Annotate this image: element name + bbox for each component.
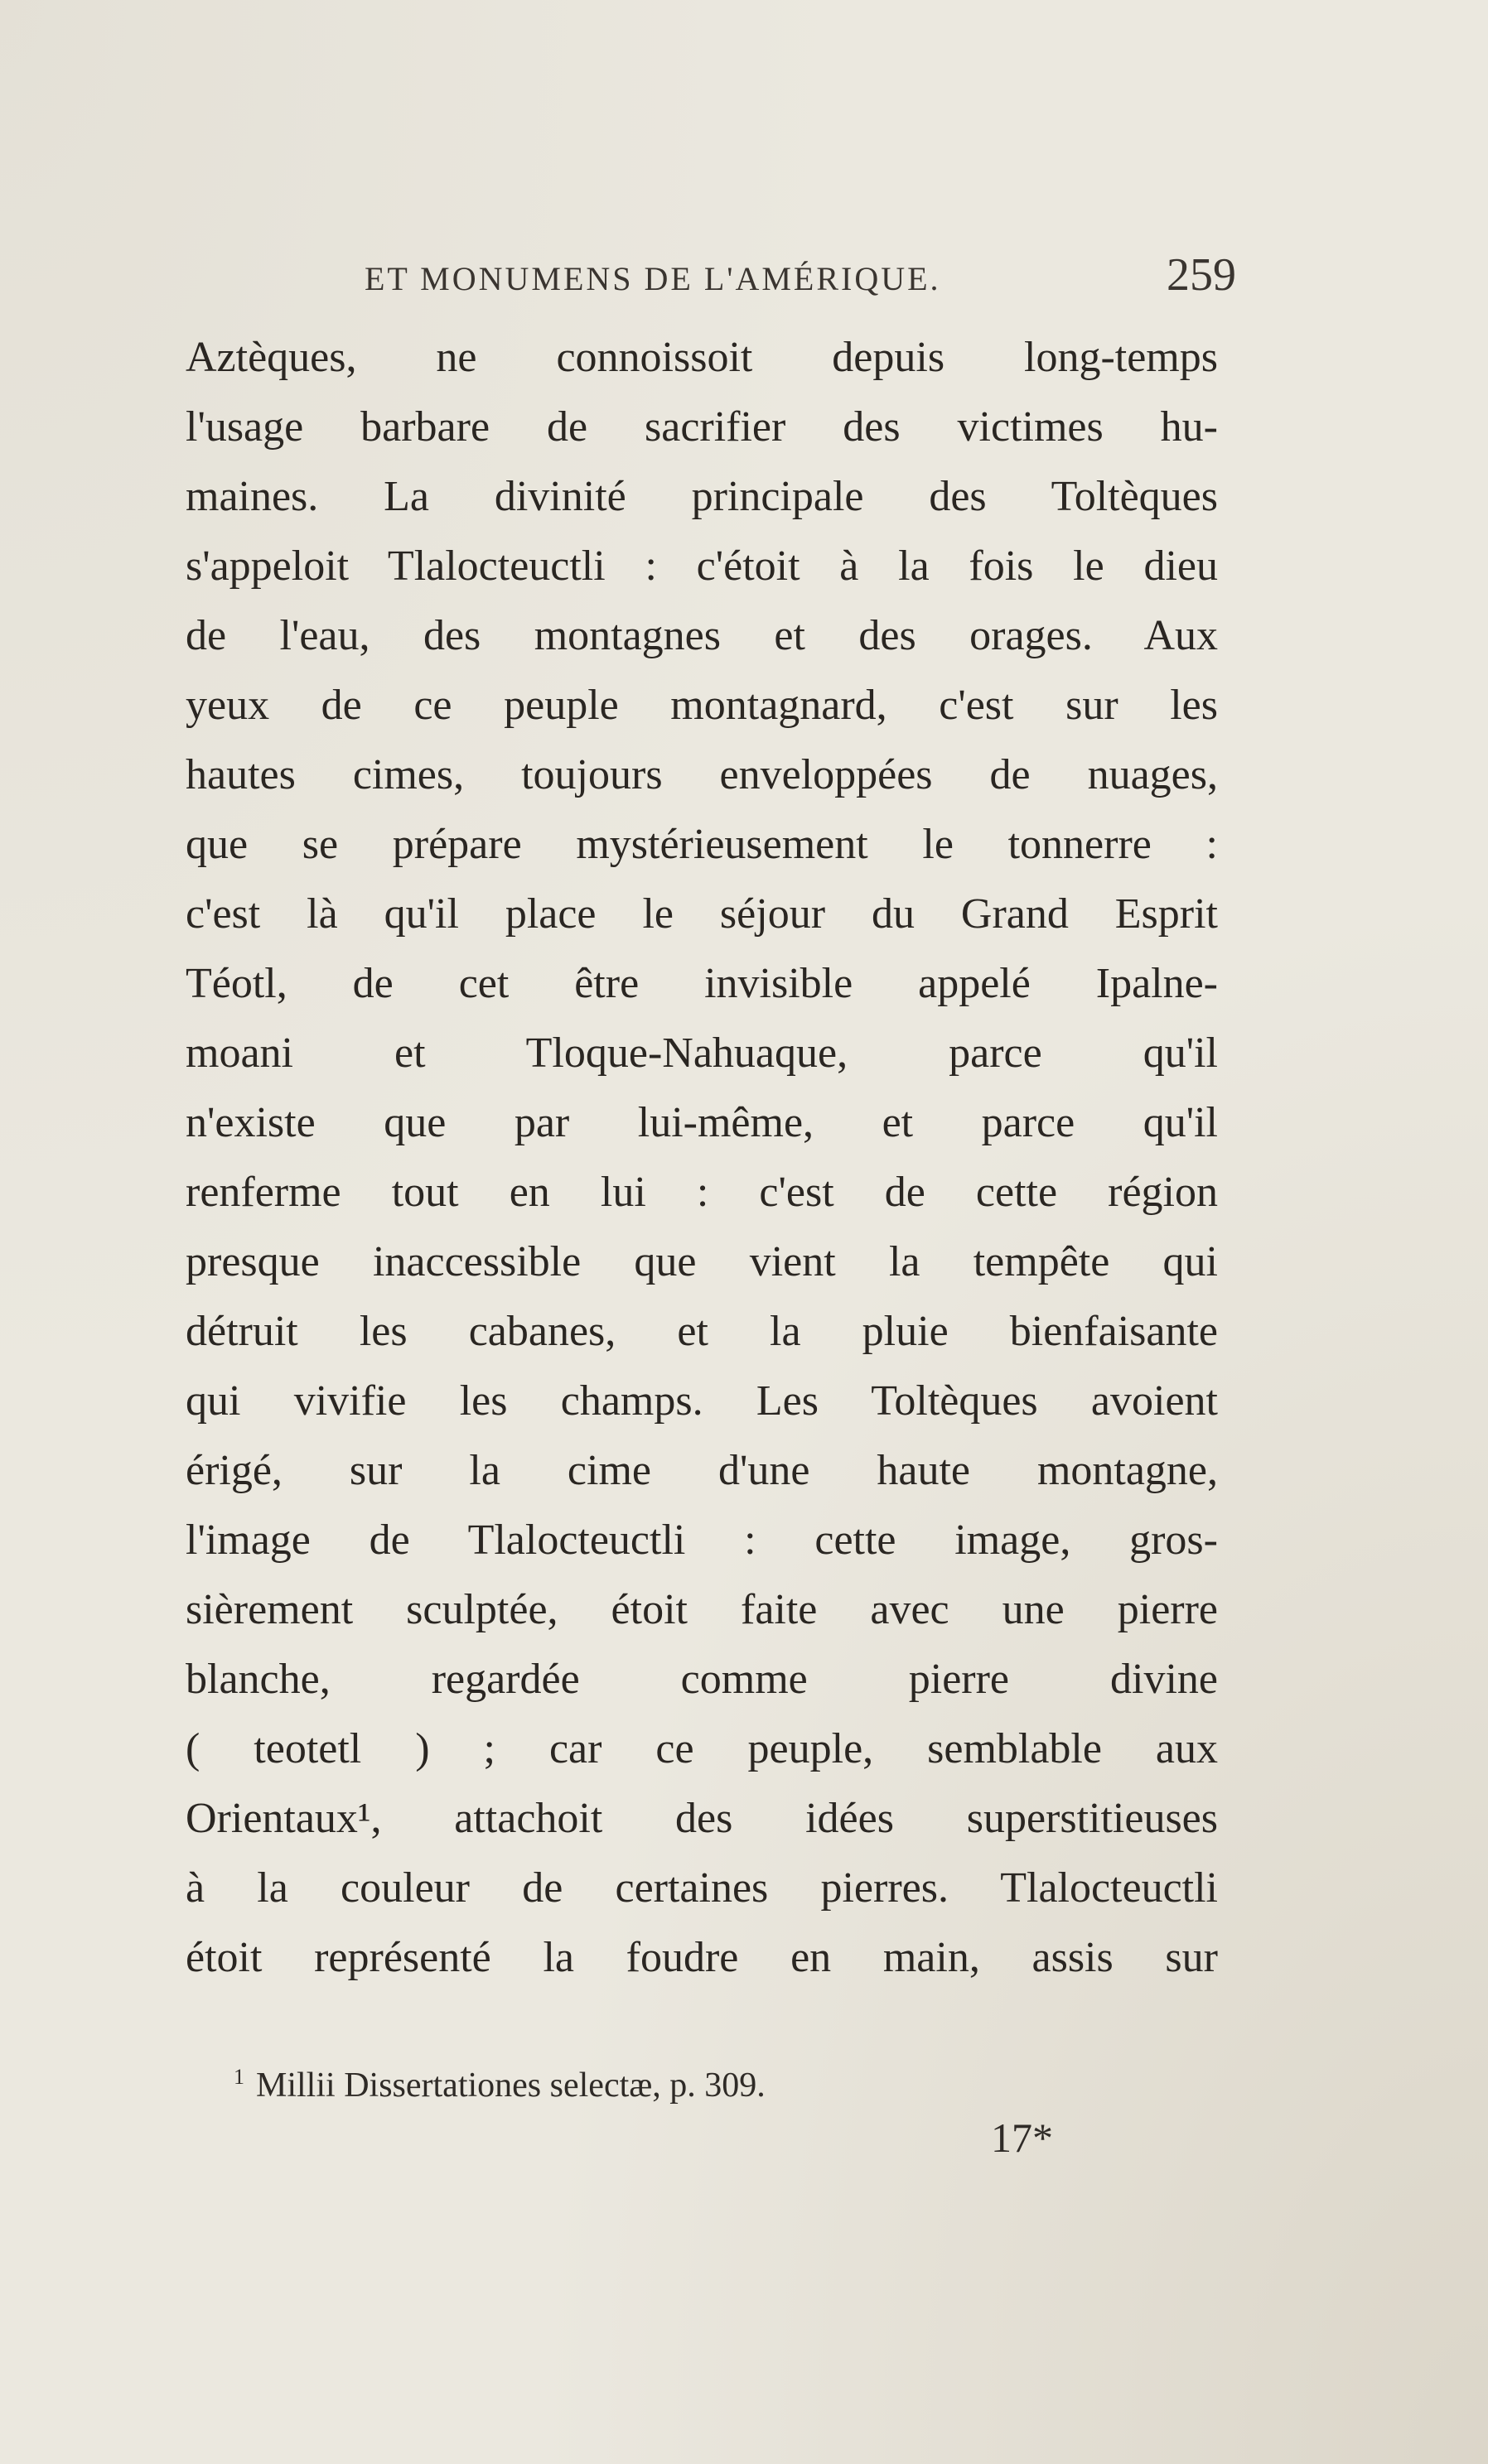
- footnote: [234, 2052, 1228, 2110]
- text-line: Téotl, de cet être invisible appelé Ipalne-: [186, 960, 1218, 1007]
- text-line: Orientaux¹, attachoit des idées superstitieuses: [186, 1795, 1218, 1842]
- text-line: moani et Tloque-Nahuaque, parce qu'il: [186, 1029, 1218, 1077]
- text-line: qui vivifie les champs. Les Toltèques avoient: [186, 1377, 1218, 1425]
- text-line: détruit les cabanes, et la pluie bienfaisante: [186, 1308, 1218, 1355]
- text-line: ( teotetl ) ; car ce peuple, semblable aux: [186, 1725, 1218, 1772]
- text-line: érigé, sur la cime d'une haute montagne,: [186, 1447, 1218, 1494]
- text-line: s'appeloit Tlalocteuctli : c'étoit à la fois le dieu: [186, 542, 1218, 590]
- text-line: Aztèques, ne connoissoit depuis long-temps: [186, 334, 1218, 381]
- footnote-text: Millii Dissertationes selectæ, p. 309.: [256, 2066, 766, 2105]
- text-line: n'existe que par lui-même, et parce qu'il: [186, 1099, 1218, 1146]
- text-line: que se prépare mystérieusement le tonnerre :: [186, 821, 1218, 868]
- running-head: [365, 248, 1236, 306]
- text-line: maines. La divinité principale des Toltèques: [186, 473, 1218, 520]
- text-line: l'usage barbare de sacrifier des victimes hu-: [186, 403, 1218, 451]
- footnote-mark: 1: [234, 2065, 244, 2089]
- text-line: blanche, regardée comme pierre divine: [186, 1656, 1218, 1703]
- text-line: étoit représenté la foudre en main, assis sur: [186, 1934, 1218, 1981]
- text-line: c'est là qu'il place le séjour du Grand Esprit: [186, 890, 1218, 938]
- text-line: presque inaccessible que vient la tempête qui: [186, 1238, 1218, 1285]
- text-line: hautes cimes, toujours enveloppées de nuages,: [186, 751, 1218, 798]
- text-line: à la couleur de certaines pierres. Tlalocteuctli: [186, 1864, 1218, 1912]
- signature-mark: 17*: [991, 2114, 1053, 2161]
- page-number: 259: [1167, 249, 1236, 301]
- text-line: de l'eau, des montagnes et des orages. Aux: [186, 612, 1218, 659]
- body-text: [186, 323, 1218, 1993]
- text-line: renferme tout en lui : c'est de cette région: [186, 1169, 1218, 1216]
- text-line: sièrement sculptée, étoit faite avec une pierre: [186, 1586, 1218, 1633]
- running-title: ET MONUMENS DE L'AMÉRIQUE.: [365, 260, 941, 297]
- text-line: l'image de Tlalocteuctli : cette image, gros-: [186, 1516, 1218, 1564]
- text-line: yeux de ce peuple montagnard, c'est sur les: [186, 682, 1218, 729]
